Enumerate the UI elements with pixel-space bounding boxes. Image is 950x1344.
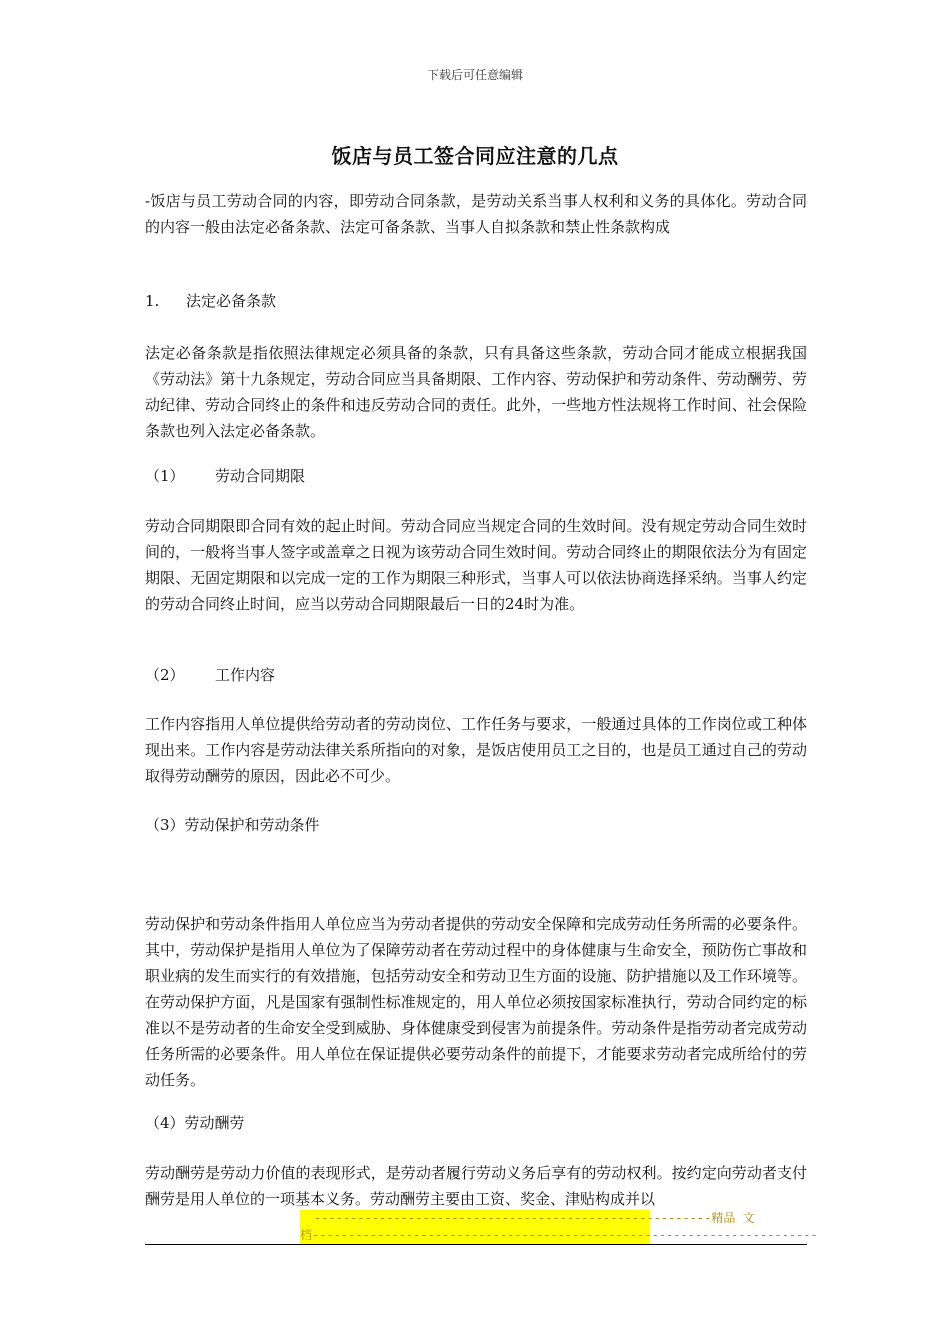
document-title: 饭店与员工签合同应注意的几点 bbox=[331, 144, 619, 168]
subsection-3-label: （3）劳动保护和劳动条件 bbox=[145, 816, 320, 834]
subsection-1-text: 劳动合同期限即合同有效的起止时间。劳动合同应当规定合同的生效时间。没有规定劳动合同生效时间的，一般将当事人签字或盖章之日视为该劳动合同生效时间。劳动合同终止的期限依法分为有固定期限、无固定期限和以完成一定的工作为期限三种形式，当事人可以依法协商选择采纳。当事人约定的劳动合同终止时间，应当以劳动合同期限最后一日的24时为准。 bbox=[145, 517, 807, 613]
footer-rule bbox=[145, 1244, 807, 1245]
page-header: 下载后可任意编辑 bbox=[426, 68, 523, 82]
intro-text: -饭店与员工劳动合同的内容，即劳动合同条款，是劳动关系当事人权利和义务的具体化。劳动合同的内容一般由法定必备条款、法定可备条款、当事人自拟条款和禁止性条款构成 bbox=[145, 192, 807, 236]
subsection-1-label: 劳动合同期限 bbox=[215, 467, 306, 485]
subsection-2-body bbox=[145, 711, 807, 789]
subsection-4-heading bbox=[145, 1110, 807, 1136]
intro-paragraph bbox=[145, 188, 807, 240]
subsection-3-text: 劳动保护和劳动条件指用人单位应当为劳动者提供的劳动安全保障和完成劳动任务所需的必要条件。其中，劳动保护是指用人单位为了保障劳动者在劳动过程中的身体健康与生命安全，预防伤亡事故和职业病的发生而实行的有效措施，包括劳动安全和劳动卫生方面的设施、防护措施以及工作环境等。在劳动保护方面，凡是国家有强制性标准规定的，用人单位必须按国家标准执行，劳动合同约定的标准以不是劳动者的生命安全受到威胁、身体健康受到侵害为前提条件。劳动条件是指劳动者完成劳动任务所需的必要条件。用人单位在保证提供必要劳动条件的前提下，才能要求劳动者完成所给付的劳动任务。 bbox=[145, 915, 807, 1089]
section-1-label: 法定必备条款 bbox=[186, 292, 277, 310]
section-1-body bbox=[145, 340, 807, 444]
subsection-4-text: 劳动酬劳是劳动力价值的表现形式，是劳动者履行劳动义务后享有的劳动权利。按约定向劳动者支付酬劳是用人单位的一项基本义务。劳动酬劳主要由工资、奖金、津贴构成并以 bbox=[145, 1164, 807, 1208]
subsection-2-text: 工作内容指用人单位提供给劳动者的劳动岗位、工作任务与要求，一般通过具体的工作岗位或工种体现出来。工作内容是劳动法律关系所指向的对象，是饭店使用员工之目的，也是员工通过自己的劳动取得劳动酬劳的原因，因此必不可少。 bbox=[145, 715, 807, 785]
subsection-2-heading bbox=[145, 662, 807, 688]
subsection-2-number: （2） bbox=[145, 666, 185, 684]
subsection-3-body bbox=[145, 911, 807, 1093]
section-1-text: 法定必备条款是指依照法律规定必须具备的条款，只有具备这些条款，劳动合同才能成立根据我国《劳动法》第十九条规定，劳动合同应当具备期限、工作内容、劳动保护和劳动条件、劳动酬劳、劳动纪律、劳动合同终止的条件和违反劳动合同的责任。此外，一些地方性法规将工作时间、社会保险条款也列入法定必备条款。 bbox=[145, 344, 807, 440]
subsection-4-body bbox=[145, 1160, 807, 1212]
subsection-2-label: 工作内容 bbox=[215, 666, 276, 684]
footer-line-1: -------------------------------------------------------精品 文 bbox=[314, 1211, 755, 1225]
footer-line-2: 档---------------------------------------------------------------------- bbox=[300, 1228, 818, 1242]
section-1-heading bbox=[145, 288, 807, 314]
footer-watermark-band bbox=[300, 1210, 818, 1244]
subsection-3-heading bbox=[145, 812, 807, 838]
subsection-1-number: （1） bbox=[145, 467, 185, 485]
subsection-1-heading bbox=[145, 463, 807, 489]
section-1-number: 1. bbox=[145, 292, 160, 310]
subsection-1-body bbox=[145, 513, 807, 617]
subsection-4-label: （4）劳动酬劳 bbox=[145, 1114, 245, 1132]
